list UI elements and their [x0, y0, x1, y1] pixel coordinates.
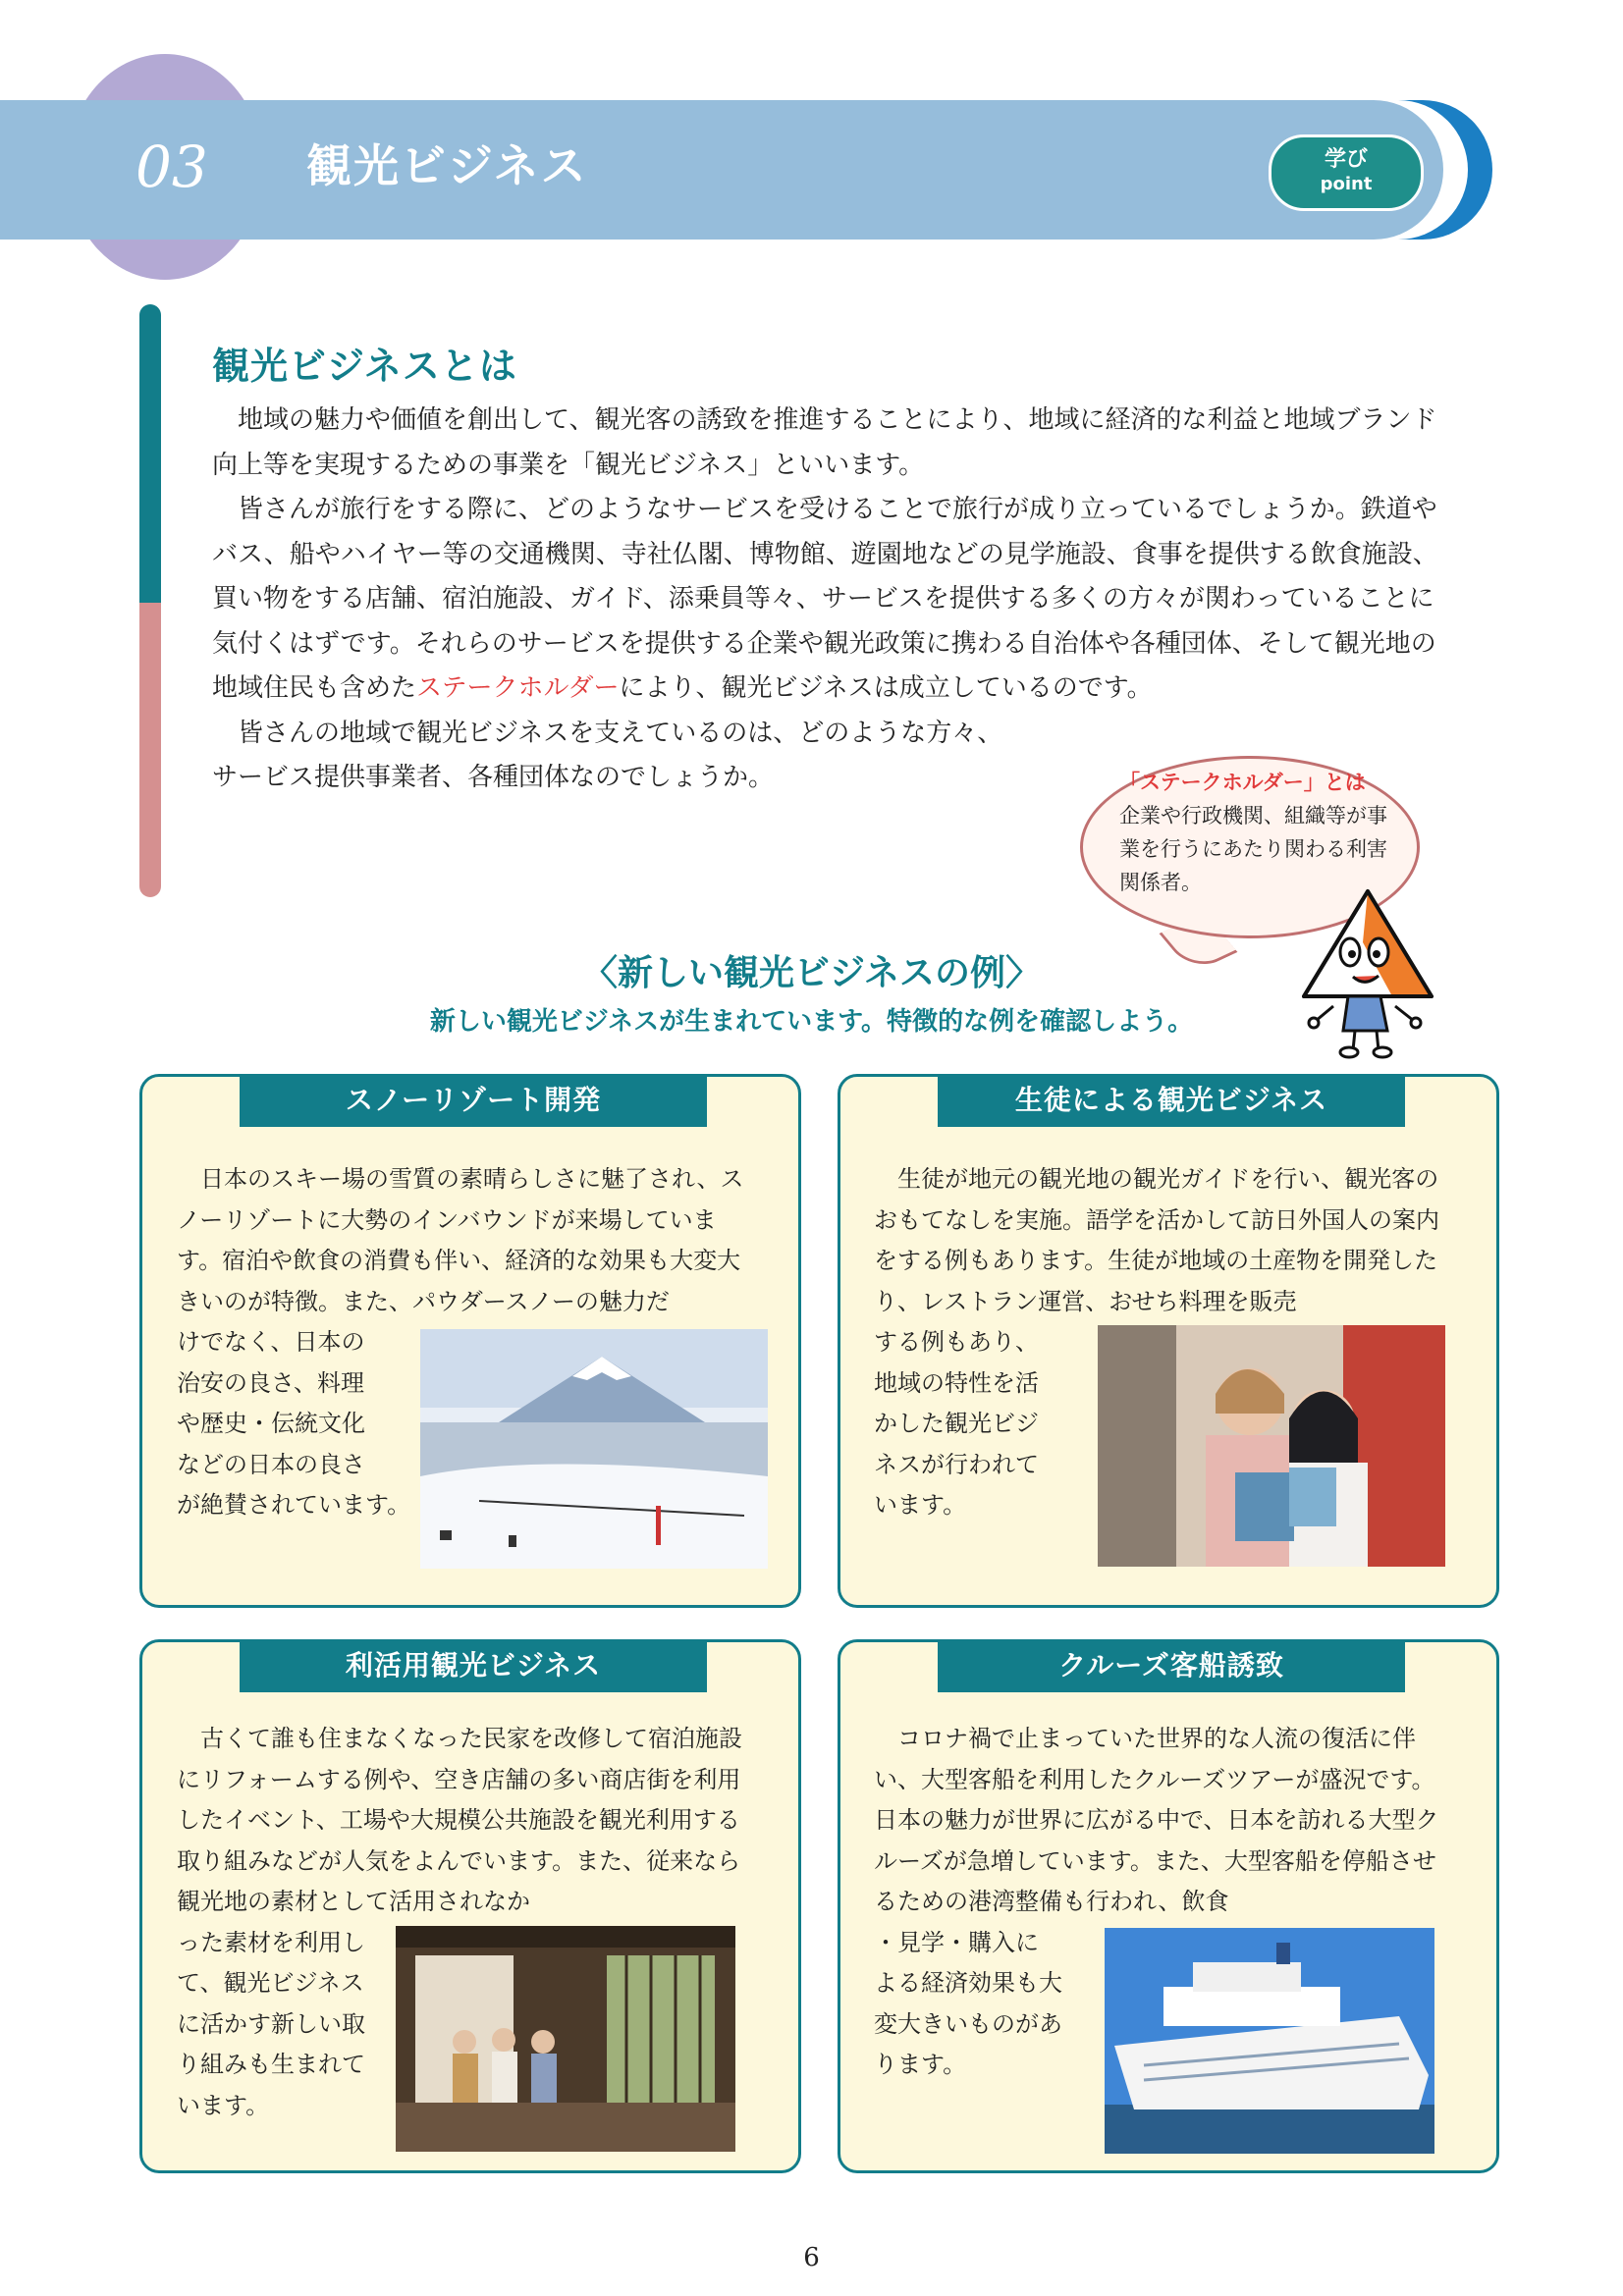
card-lead-text: 古くて誰も住まなくなった民家を改修して宿泊施設にリフォームする例や、空き店舗の多い商店街を利用したイベント、工場や大規模公共施設を観光利用する取り組みなどが人気をよんでいます。また、従来なら観光地の素材として活用されなか: [177, 1725, 742, 1915]
intro-paragraph-3-line-1: 皆さんの地域で観光ビジネスを支えているのは、どのような方々、: [238, 718, 1003, 748]
card-side-line: ネスが行われて: [874, 1450, 1039, 1478]
card-lead-text: 日本のスキー場の雪質の素晴らしさに魅了され、スノーリゾートに大勢のインバウンドが来場しています。宿泊や飲食の消費も伴い、経済的な効果も大変大きいのが特徴。また、パウダースノーの魅力だ: [177, 1165, 744, 1315]
card-side-line: ります。: [874, 2051, 967, 2078]
card-lead-text: 生徒が地元の観光地の観光ガイドを行い、観光客のおもてなしを実施。語学を活かして訪日外国人の案内をする例もあります。生徒が地域の土産物を開発したり、レストラン運営、おせち料理を販売: [874, 1165, 1439, 1315]
card-side-line: や歴史・伝統文化: [177, 1410, 365, 1437]
intro-text: [212, 399, 1449, 801]
badge-label: 学び: [1324, 147, 1368, 172]
card-side-line: 治安の良さ、料理: [177, 1368, 365, 1397]
chapter-title: 観光ビジネス: [306, 139, 588, 192]
speech-bubble-text: [1119, 766, 1404, 899]
page-number: 6: [803, 2243, 820, 2272]
card-label-snow-resort: スノーリゾート開発: [240, 1074, 707, 1127]
card-label-cruise: クルーズ客船誘致: [938, 1639, 1405, 1692]
snow-mountain-photo: [420, 1329, 768, 1569]
card-side-line: よる経済効果も大: [874, 1969, 1062, 1997]
card-side-line: けでなく、日本の: [177, 1328, 365, 1356]
card-side-line: する例もあり、: [874, 1328, 1039, 1356]
examples-subtitle: 新しい観光ビジネスが生まれています。特徴的な例を確認しよう。: [429, 1007, 1194, 1037]
card-label-student-tourism: 生徒による観光ビジネス: [938, 1074, 1405, 1127]
card-side-line: 地域の特性を活: [874, 1368, 1039, 1397]
chapter-number: 03: [135, 133, 208, 200]
intro-paragraph-3-line-2: サービス提供事業者、各種団体なのでしょうか。: [212, 763, 775, 792]
card-side-line: ・見学・購入に: [874, 1928, 1039, 1956]
bubble-title: 「ステークホルダー」とは: [1119, 771, 1366, 794]
sidebar-bar-teal: [139, 304, 161, 607]
tourists-guidebook-photo: [1098, 1325, 1445, 1567]
old-house-photo: [396, 1926, 735, 2152]
cruise-ship-photo: [1105, 1928, 1434, 2154]
section-heading: 観光ビジネスとは: [212, 345, 517, 388]
intro-paragraph-2: [212, 488, 1449, 712]
badge-sublabel: point: [1320, 174, 1373, 194]
card-side-line: います。: [874, 1491, 967, 1519]
card-label-reuse-tourism: 利活用観光ビジネス: [240, 1639, 707, 1692]
card-side-line: 変大きいものがあ: [874, 2009, 1062, 2038]
card-side-line: に活かす新しい取: [177, 2009, 365, 2038]
card-side-line: った素材を利用し: [177, 1928, 365, 1956]
sidebar-bar-pink: [139, 603, 161, 897]
card-lead-text: コロナ禍で止まっていた世界的な人流の復活に伴い、大型客船を利用したクルーズツアーが盛況です。日本の魅力が世界に広がる中で、日本を訪れる大型クルーズが急増しています。また、大型客船を停船させるための港湾整備も行われ、飲食: [874, 1725, 1439, 1915]
card-side-line: が絶賛されています。: [177, 1491, 411, 1519]
intro-p2-text: 皆さんが旅行をする際に、どのようなサービスを受けることで旅行が成り立っているでしょうか。鉄道やバス、船やハイヤー等の交通機関、寺社仏閣、博物館、遊園地などの見学施設、食事を提供する飲食施設、買い物をする店舗、宿泊施設、ガイド、添乗員等々、サービスを提供する多くの方々が関わっていることに気付くはずです。それらのサービスを提供する企業や観光政策に携わる自治体や各種団体、そして観光地の地域住民も含めた: [212, 495, 1438, 703]
examples-title: 〈新しい観光ビジネスの例〉: [582, 953, 1041, 993]
card-side-line: り組みも生まれて: [177, 2051, 365, 2078]
card-side-line: て、観光ビジネス: [177, 1969, 364, 1997]
learning-point-badge: [1269, 134, 1424, 211]
intro-p2-end: により、観光ビジネスは成立しているのです。: [619, 673, 1153, 703]
header-band: [0, 100, 1443, 240]
card-side-line: かした観光ビジ: [874, 1410, 1039, 1437]
card-side-line: などの日本の良さ: [177, 1450, 365, 1478]
card-side-line: います。: [177, 2091, 270, 2119]
intro-paragraph-1: 地域の魅力や価値を創出して、観光客の誘致を推進することにより、地域に経済的な利益と地域ブランド向上等を実現するための事業を「観光ビジネス」といいます。: [212, 405, 1437, 480]
stakeholder-term: ステークホルダー: [416, 673, 620, 703]
bubble-definition: 企業や行政機関、組織等が事業を行うにあたり関わる利害関係者。: [1119, 804, 1387, 894]
